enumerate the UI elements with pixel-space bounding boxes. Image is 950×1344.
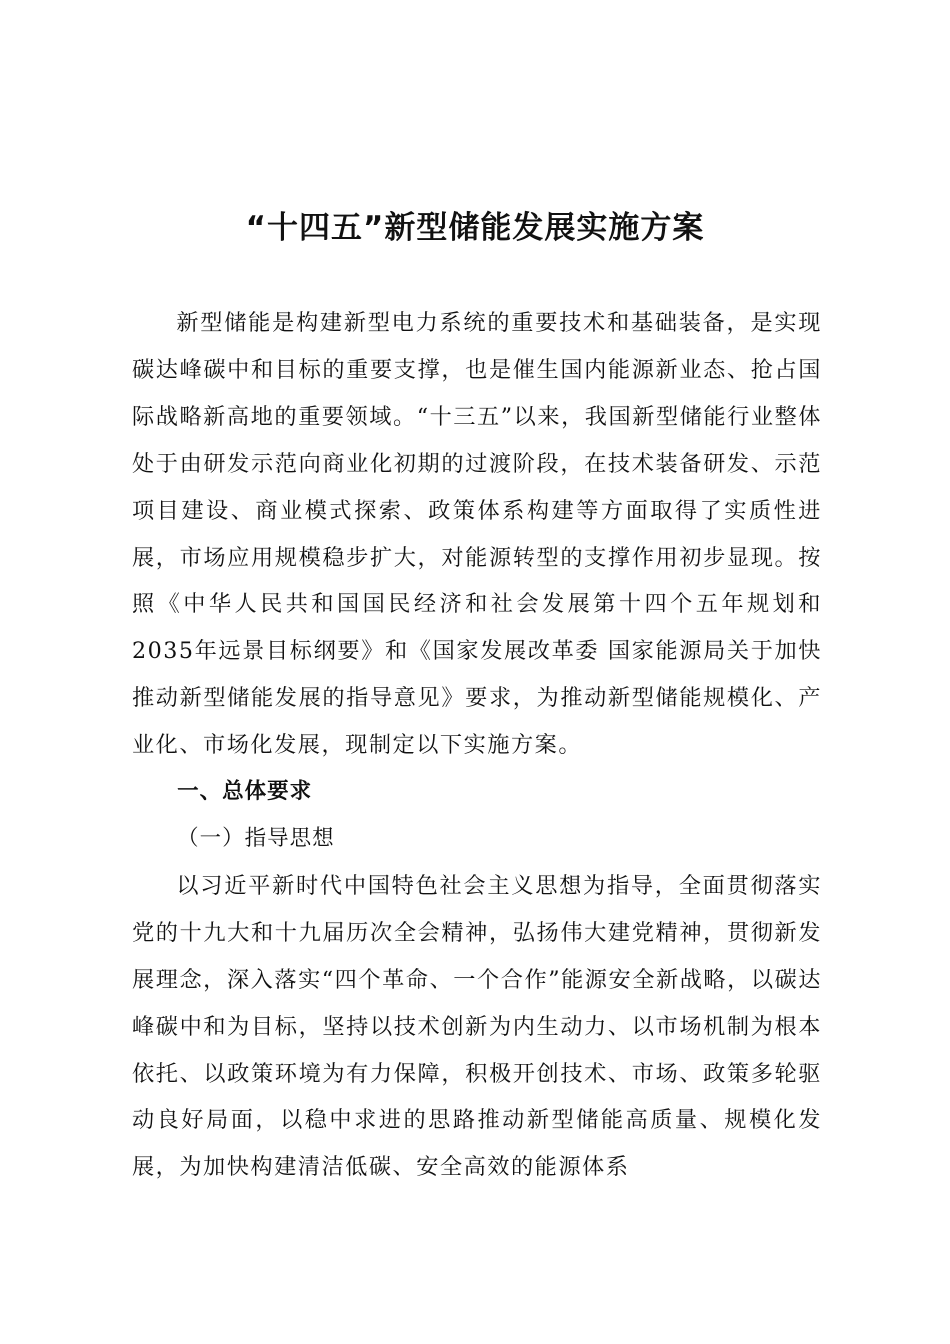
- subsection-heading-guiding-thought: （一）指导思想: [177, 825, 335, 851]
- guiding-thought-paragraph: 以习近平新时代中国特色社会主义思想为指导，全面贯彻落实党的十九大和十九届历次全会精神，弘扬伟大建党精神，贯彻新发展理念，深入落实“四个革命、一个合作”能源安全新战略，以碳达峰碳中和为目标，坚持以技术创新为内生动力、以市场机制为根本依托、以政策环境为有力保障，积极开创技术、市场、政策多轮驱动良好局面，以稳中求进的思路推动新型储能高质量、规模化发展，为加快构建清洁低碳、安全高效的能源体系: [132, 872, 822, 1181]
- document-title: “十四五”新型储能发展实施方案: [245, 210, 705, 246]
- section-heading-overall-requirements: 一、总体要求: [177, 779, 313, 805]
- intro-paragraph: 新型储能是构建新型电力系统的重要技术和基础装备，是实现碳达峰碳中和目标的重要支撑，也是催生国内能源新业态、抢占国际战略新高地的重要领域。“十三五”以来，我国新型储能行业整体处于由研发示范向商业化初期的过渡阶段，在技术装备研发、示范项目建设、商业模式探索、政策体系构建等方面取得了实质性进展，市场应用规模稳步扩大，对能源转型的支撑作用初步显现。按照《中华人民共和国国民经济和社会发展第十四个五年规划和2035年远景目标纲要》和《国家发展改革委 国家能源局关于加快推动新型储能发展的指导意见》要求，为推动新型储能规模化、产业化、市场化发展，现制定以下实施方案。: [132, 310, 822, 759]
- document-body: [132, 300, 822, 1191]
